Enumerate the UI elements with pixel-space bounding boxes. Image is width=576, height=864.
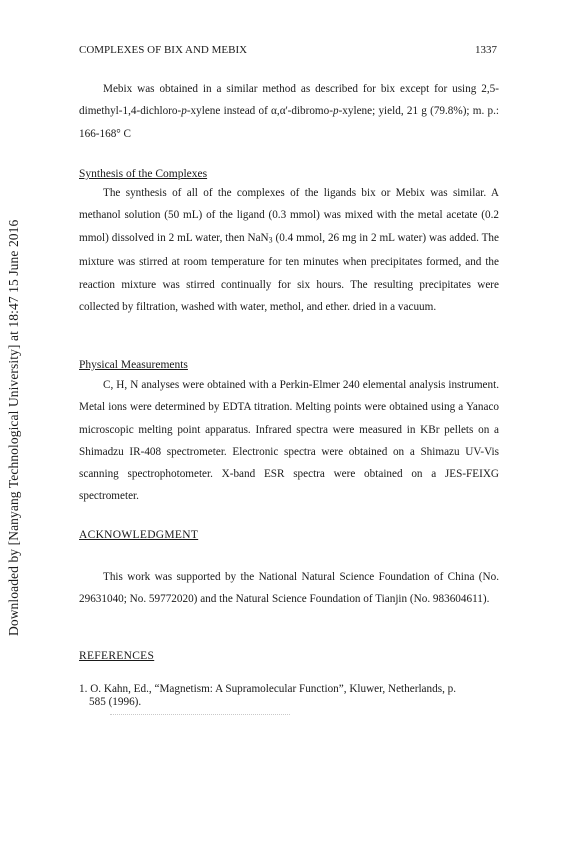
running-header <box>79 44 497 56</box>
synthesis-text-2: (0.4 mmol, 26 mg in 2 mL water) was added. The mixture was stirred at room temperature for ten minutes when precipitates formed, and the reaction mixture was stirred continually for six hours. The resulting precipitates were collected by filtration, washed with water, methol, and ether. dried in a vacuum. <box>79 231 499 314</box>
acknowledgment-paragraph: This work was supported by the National Natural Science Foundation of China (No. 29631040; No. 59772020) and the Natural Science Foundation of Tianjin (No. 983604611). <box>79 571 499 606</box>
download-watermark-text: Downloaded by [Nanyang Technological University] at 18:47 15 June 2016 <box>6 219 21 636</box>
physical-paragraph: C, H, N analyses were obtained with a Perkin-Elmer 240 elemental analysis instrument. Metal ions were determined by EDTA titration. Melting points were obtained using a Yanaco microscopic melting point apparatus. Infrared spectra were measured in KBr pellets on a Shimadzu IR-408 spectrometer. Electronic spectra were obtained on a Shimazu UV-Vis scanning spectrophotometer. X-band ESR spectra were obtained on a JES-FEIXG spectrometer. <box>79 379 499 503</box>
section-heading-acknowledgment: ACKNOWLEDGMENT <box>79 529 199 541</box>
section-heading-synthesis: Synthesis of the Complexes <box>79 168 208 180</box>
intro-paragraph <box>79 78 499 145</box>
section-heading-references: REFERENCES <box>79 650 155 662</box>
intro-italic-1: p <box>181 105 187 118</box>
synthesis-subscript: 3 <box>268 235 273 245</box>
faded-text-remnant <box>110 714 290 716</box>
intro-text-2: -xylene instead of α,α'-dibromo- <box>186 105 333 118</box>
reference-item-1 <box>79 683 499 709</box>
download-watermark <box>6 216 22 636</box>
reference-1-line-1: 1. O. Kahn, Ed., “Magnetism: A Supramolecular Function”, Kluwer, Netherlands, p. <box>79 683 457 695</box>
reference-1-line-2: 585 (1996). <box>89 696 142 708</box>
running-title: COMPLEXES OF BIX AND MEBIX <box>79 44 248 56</box>
section-heading-physical: Physical Measurements <box>79 359 188 371</box>
page-number: 1337 <box>475 44 497 56</box>
synthesis-text-1: The synthesis of all of the complexes of the ligands bix or Mebix was similar. A methanol solution (50 mL) of the ligand (0.3 mmol) was mixed with the metal acetate (0.2 mmol) dissolved in 2 mL water, then NaN <box>79 187 499 244</box>
intro-text-3: -xylene; yield, 21 g (79.8%); m. p.: 166-168° C <box>79 105 500 140</box>
intro-text-1: Mebix was obtained in a similar method as described for bix except for using 2,5-dimethyl-1,4-dichloro- <box>79 83 499 118</box>
synthesis-paragraph <box>79 182 499 318</box>
intro-italic-2: p <box>332 105 339 118</box>
